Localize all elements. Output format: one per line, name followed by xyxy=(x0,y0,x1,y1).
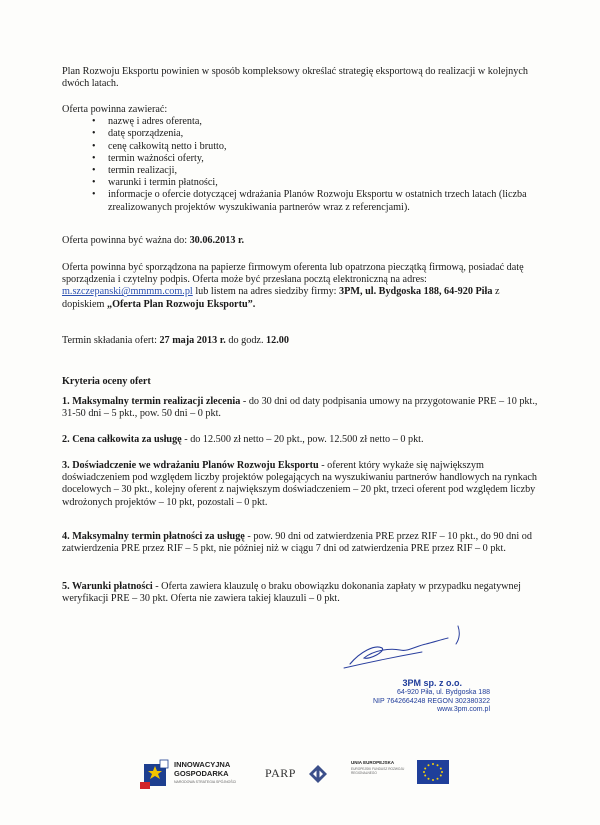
stamp-company: 3PM sp. z o.o. xyxy=(402,678,462,688)
criterion-1 xyxy=(62,396,544,420)
criterion-title: 1. Maksymalny termin realizacji zlecenia xyxy=(62,396,241,407)
criterion-4 xyxy=(62,531,544,555)
criterion-body: - do 12.500 zł netto – 20 pkt., pow. 12.500 zł netto – 0 pkt. xyxy=(181,434,424,445)
criterion-title: 2. Cena całkowita za usługę xyxy=(62,434,182,445)
criterion-title: 5. Warunki płatności xyxy=(62,581,153,592)
company-address: 3PM, ul. Bydgoska 188, 64-920 Piła xyxy=(339,286,493,298)
eu-logo xyxy=(345,756,455,792)
innowacyjna-gospodarka-logo xyxy=(140,758,260,792)
validity-label: Oferta powinna być ważna do: xyxy=(62,235,190,246)
submission-paragraph xyxy=(62,262,544,311)
criterion-body: - Oferta zawiera klauzulę o braku obowiązku dokonania zapłaty w przypadku negatywnej weryfikacji PRE – 30 pkt. Oferta nie zawiera takiej klauzuli – 0 pkt. xyxy=(62,581,521,605)
validity-paragraph xyxy=(62,235,544,247)
stamp-address: 64-920 Piła, ul. Bydgoska 188 xyxy=(396,689,490,696)
innowacyjna-sub: NARODOWA STRATEGIA SPÓJNOŚCI xyxy=(174,780,237,784)
criterion-title: 3. Doświadczenie we wdrażaniu Planów Rozwoju Eksportu xyxy=(62,460,319,471)
deadline-date: 27 maja 2013 r. xyxy=(159,335,226,346)
stamp-web: www.3pm.com.pl xyxy=(437,706,490,713)
list-item: • termin realizacji, xyxy=(62,165,544,177)
innowacyjna-line2: GOSPODARKA xyxy=(174,769,229,778)
criterion-title: 4. Maksymalny termin płatności za usługę xyxy=(62,531,245,542)
criterion-body: - do 30 dni od daty podpisania umowy na przygotowanie PRE – 10 pkt., 31-50 dni – 5 pkt., pow. 50 dni – 0 pkt. xyxy=(62,396,538,420)
criterion-body: - oferent który wykaże się największym doświadczeniem pod względem liczby projektów polegających na wyszukiwaniu partnerów handlowych na rynkach docelowych – 30 pkt., kolejny oferent z największym doświadczeniem – 20 pkt, trzeci oferent pod względem liczby wdrożonych projektów – 10 pkt, pozostali – 0 pkt. xyxy=(62,460,537,508)
company-stamp xyxy=(360,678,490,715)
criterion-3 xyxy=(62,460,544,509)
criteria-heading-block xyxy=(62,376,544,388)
criterion-5 xyxy=(62,581,544,605)
email-link[interactable]: m.szczepanski@mmmm.com.pl xyxy=(62,286,193,298)
eu-sub: EUROPEJSKI FUNDUSZ ROZWOJU REGIONALNEGO xyxy=(351,767,405,775)
offer-contents-heading: Oferta powinna zawierać: xyxy=(62,104,168,115)
eu-flag-icon xyxy=(417,760,449,784)
deadline-label: Termin składania ofert: xyxy=(62,335,160,346)
validity-date: 30.06.2013 r. xyxy=(189,235,245,246)
submission-text: z dopiskiem xyxy=(62,286,500,310)
list-item: • datę sporządzenia, xyxy=(62,128,544,140)
submission-text: lub listem na adres siedziby firmy: xyxy=(192,286,340,298)
innowacyjna-line1: INNOWACYJNA xyxy=(174,760,231,769)
list-item: • termin ważności oferty, xyxy=(62,153,544,165)
parp-emblem-icon xyxy=(309,765,327,783)
innowacyjna-emblem-icon xyxy=(140,758,170,792)
stamp-ids: NIP 7642664248 REGON 302380322 xyxy=(372,697,490,705)
deadline-label: do godz. xyxy=(225,335,267,346)
criterion-2 xyxy=(62,434,544,446)
list-item: • cenę całkowitą netto i brutto, xyxy=(62,141,544,153)
criteria-heading: Kryteria oceny ofert xyxy=(62,376,151,387)
submission-text: Oferta powinna być sporządzona na papierze firmowym oferenta lub opatrzona pieczątką firmową, posiadać datę sporządzenia i czytelny podpis. Oferta może być przesłana pocztą elektroniczną na adres: xyxy=(62,262,524,286)
criterion-body: - pow. 90 dni od zatwierdzenia PRE przez RIF – 10 pkt., do 90 dni od zatwierdzenia PRE przez RIF – 5 pkt, nie później niż w ciągu 7 dni od zatwierdzenia PRE przez RIF – 0 pkt. xyxy=(62,531,532,555)
parp-text: PARP xyxy=(265,766,296,780)
list-item: • warunki i termin płatności, xyxy=(62,177,544,189)
eu-title: UNIA EUROPEJSKA xyxy=(351,760,395,765)
offer-contents-list xyxy=(62,116,544,214)
intro-paragraph xyxy=(62,66,544,90)
deadline-hour: 12.00 xyxy=(266,335,289,346)
list-item: • informacje o ofercie dotyczącej wdrażania Planów Rozwoju Eksportu w ostatnich trzech latach (liczba zrealizowanych projektów wyszukiwania partnerów wraz z referencjami). xyxy=(62,189,544,213)
parp-logo xyxy=(265,764,335,786)
list-item: • nazwę i adres oferenta, xyxy=(62,116,544,128)
intro-text: Plan Rozwoju Eksportu powinien w sposób kompleksowy określać strategię eksportową do realizacji w kolejnych dwóch latach. xyxy=(62,66,528,90)
signature-icon xyxy=(330,618,480,678)
deadline-paragraph xyxy=(62,335,544,347)
footer-logos xyxy=(0,752,600,802)
offer-contents-section xyxy=(62,104,544,214)
offer-annotation: „Oferta Plan Rozwoju Eksportu”. xyxy=(107,298,256,310)
